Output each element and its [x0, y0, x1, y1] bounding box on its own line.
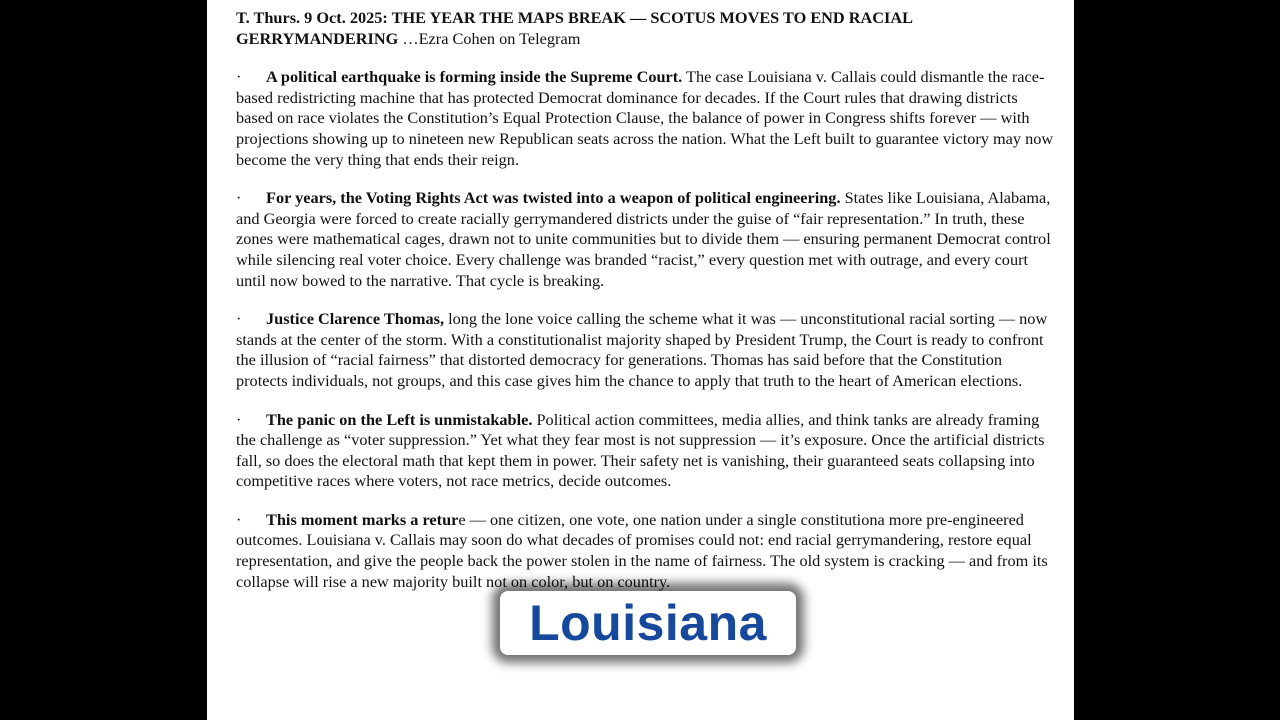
- paragraph-2: [236, 188, 1056, 291]
- paragraph-lead: A political earthquake is forming inside the Supreme Court.: [266, 67, 683, 87]
- bullet-symbol: ·: [236, 509, 242, 529]
- paragraph-lead: The panic on the Left is unmistakable.: [266, 409, 533, 429]
- paragraph-body: e — one citizen, one vote, one nation under a single constitutiona more pre-engineered outcomes. Louisiana v. Callais may soon do what decades of promises could not: end racial gerrymandering, restore equal representation, and give the people back the power stolen in the name of fairness. The old system is cracking — and from its collapse will rise a new majority built not on color, but on country.: [236, 509, 1048, 591]
- bullet-symbol: ·: [236, 188, 242, 208]
- caption-text: Louisiana: [529, 595, 767, 651]
- document-title: [236, 8, 1056, 49]
- bullet-symbol: ·: [236, 67, 242, 87]
- document-content: [236, 8, 1056, 610]
- title-bold: T. Thurs. 9 Oct. 2025: THE YEAR THE MAPS BREAK — SCOTUS MOVES TO END RACIAL GERRYMANDERING: [236, 8, 913, 48]
- paragraph-lead: This moment marks a retur: [266, 509, 459, 529]
- paragraph-body: The case Louisiana v. Callais could dismantle the race-based redistricting machine that has protected Democrat dominance for decades. If the Court rules that drawing districts based on race violates the Constitution’s Equal Protection Clause, the balance of power in Congress shifts forever — with projections showing up to nineteen new Republican seats across the nation. What the Left built to guarantee victory may now become the very thing that ends their reign.: [236, 67, 1054, 169]
- bullet-symbol: ·: [236, 309, 242, 329]
- title-source: …Ezra Cohen on Telegram: [398, 28, 581, 48]
- paragraph-body: States like Louisiana, Alabama, and Georgia were forced to create racially gerrymandered districts under the guise of “fair representation.” In truth, these zones were mathematical cages, drawn not to unite communities but to divide them — ensuring permanent Democrat control while silencing real voter choice. Every challenge was branded “racist,” every question met with outrage, and every court until now bowed to the narrative. That cycle is breaking.: [236, 188, 1051, 290]
- bullet-symbol: ·: [236, 409, 242, 429]
- paragraph-body: long the lone voice calling the scheme what it was — unconstitutional racial sorting — now stands at the center of the storm. With a constitutionalist majority shaped by President Trump, the Court is ready to confront the illusion of “racial fairness” that distorted democracy for generations. Thomas has said before that the Constitution protects individuals, not groups, and this case gives him the chance to apply that truth to the heart of American elections.: [236, 309, 1048, 390]
- caption-overlay: [500, 591, 796, 655]
- paragraph-lead: For years, the Voting Rights Act was twisted into a weapon of political engineering.: [266, 188, 841, 208]
- paragraph-3: [236, 309, 1056, 391]
- paragraph-body: Political action committees, media allies, and think tanks are already framing the challenge as “voter suppression.” Yet what they fear most is not suppression — it’s exposure. Once the artificial districts fall, so does the electoral math that kept them in power. Their safety net is vanishing, their guaranteed seats collapsing into competitive races where voters, not race metrics, decide outcomes.: [236, 409, 1045, 491]
- paragraph-5: [236, 510, 1056, 592]
- paragraph-1: [236, 67, 1056, 170]
- paragraph-lead: Justice Clarence Thomas,: [266, 309, 445, 329]
- paragraph-4: [236, 410, 1056, 492]
